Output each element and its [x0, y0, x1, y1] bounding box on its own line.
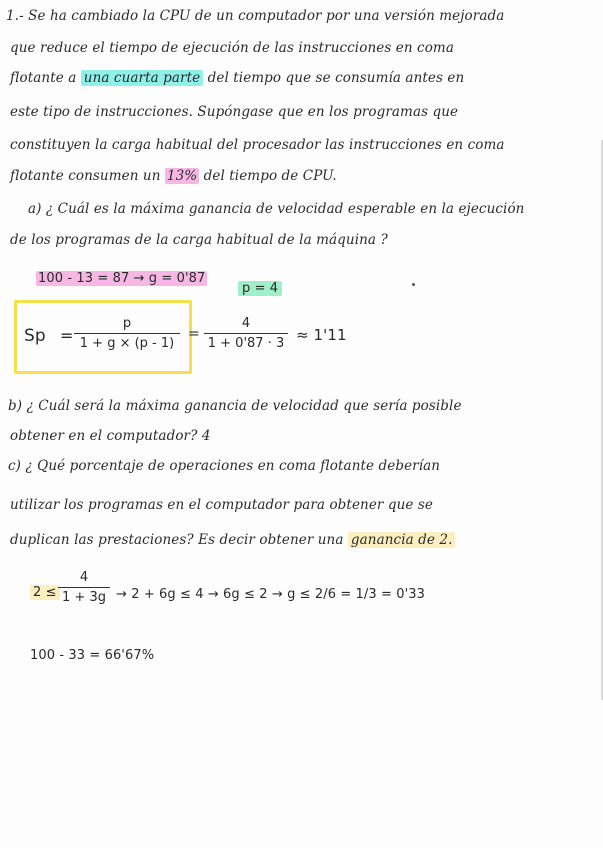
- amdahl-numerator: p: [122, 316, 132, 331]
- highlight-13-percent: 13%: [166, 168, 198, 184]
- speedup-result: ≈ 1'11: [296, 326, 347, 344]
- part-c-line-3: [10, 532, 455, 548]
- equals-sign: =: [60, 326, 74, 345]
- statement-line-2: que reduce el tiempo de ejecución de las instrucciones en coma: [10, 40, 454, 56]
- numeric-denominator: 1 + 0'87 · 3: [207, 336, 285, 351]
- amdahl-fraction: [74, 316, 180, 351]
- fraction-bar: [74, 333, 180, 334]
- inequality-solution: → 2 + 6g ≤ 4 → 6g ≤ 2 → g ≤ 2/6 = 1/3 = 0'33: [116, 587, 426, 602]
- part-c-line-1: c) ¿ Qué porcentaje de operaciones en coma flotante deberían: [8, 458, 441, 474]
- part-b-line-1: b) ¿ Cuál será la máxima ganancia de velocidad que sería posible: [8, 398, 462, 414]
- final-percentage: 100 - 33 = 66'67%: [30, 648, 155, 663]
- numeric-fraction: [204, 316, 288, 351]
- statement-line-3-end: del tiempo que se consumía antes en: [207, 70, 465, 86]
- part-a-line-2: de los programas de la carga habitual de la máquina ?: [10, 232, 388, 248]
- statement-line-1: 1.- Se ha cambiado la CPU de un computador por una versión mejorada: [6, 8, 505, 24]
- statement-line-3-start: flotante a: [10, 70, 77, 86]
- numeric-fraction-bar: [204, 333, 288, 334]
- statement-line-4: este tipo de instrucciones. Supóngase que en los programas que: [10, 104, 459, 120]
- statement-line-3: [10, 70, 464, 86]
- part-c-line-3-start: duplican las prestaciones? Es decir obtener una: [10, 532, 344, 548]
- inequality-numerator: 4: [79, 570, 89, 585]
- highlight-ganancia-2: ganancia de 2.: [348, 532, 456, 548]
- statement-line-5: constituyen la carga habitual del procesador las instrucciones en coma: [10, 137, 505, 153]
- statement-line-6-start: flotante consumen un: [10, 168, 161, 184]
- inequality-lhs: [30, 585, 60, 600]
- inequality-fraction: [58, 570, 110, 605]
- highlight-g-calc: 100 - 13 = 87 → g = 0'87: [38, 271, 206, 286]
- highlight-p-4: p = 4: [238, 281, 282, 296]
- statement-line-6: [10, 168, 337, 184]
- equals-sign-2: =: [188, 326, 200, 342]
- amdahl-denominator: 1 + g × (p - 1): [79, 336, 175, 351]
- highlight-2-leq: 2 ≤: [30, 585, 60, 600]
- ink-dot: [412, 283, 415, 286]
- inequality-fraction-bar: [58, 587, 110, 588]
- part-a-line-1: a) ¿ Cuál es la máxima ganancia de velocidad esperable en la ejecución: [28, 201, 525, 217]
- statement-line-6-end: del tiempo de CPU.: [203, 168, 337, 184]
- highlight-una-cuarta-parte: una cuarta parte: [81, 70, 203, 86]
- sp-label: Sp: [24, 326, 46, 346]
- part-b-line-2: obtener en el computador? 4: [10, 428, 211, 444]
- part-a-calc: [36, 271, 207, 286]
- numeric-numerator: 4: [241, 316, 251, 331]
- inequality-denominator: 1 + 3g: [62, 590, 106, 605]
- part-a-p: [238, 281, 282, 296]
- part-c-line-2: utilizar los programas en el computador para obtener que se: [10, 497, 433, 513]
